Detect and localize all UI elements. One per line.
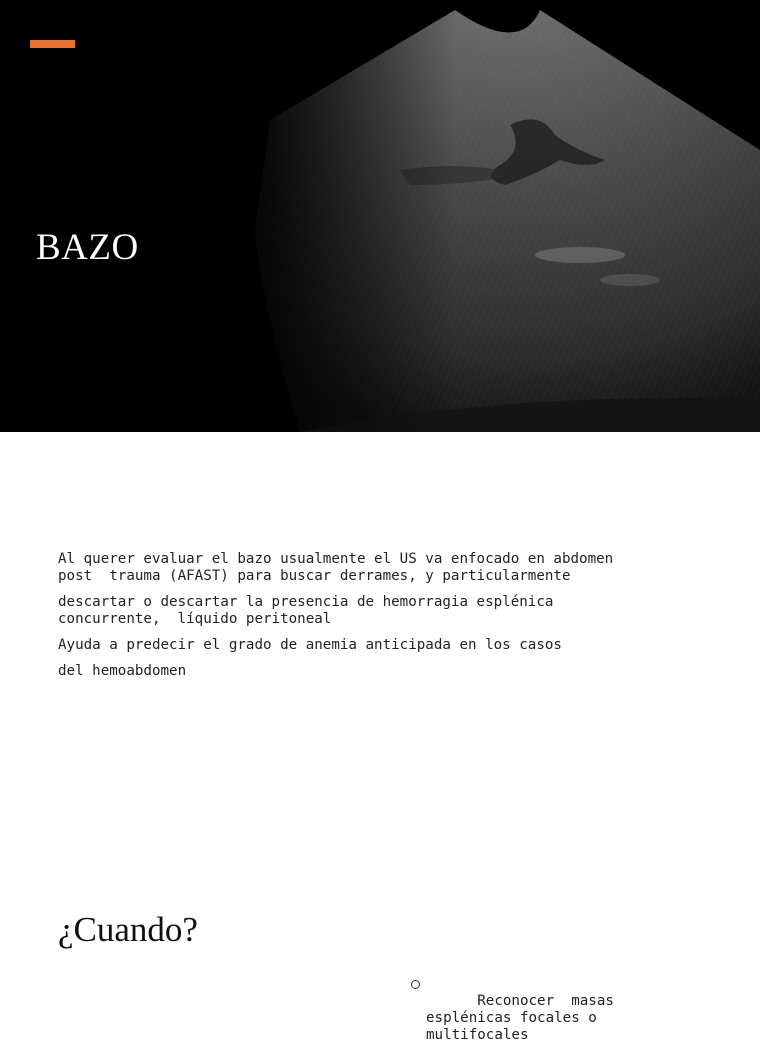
ultrasound-image xyxy=(0,0,760,432)
bullet-text: Reconocer masas esplénicas focales o multifocales xyxy=(426,993,614,1043)
bullet-list xyxy=(410,976,670,1061)
paragraph: Al querer evaluar el bazo usualmente el US va enfocado en abdomen post trauma (AFAST) para buscar derrames, y particularmente xyxy=(58,551,614,584)
slide-title: BAZO xyxy=(36,227,139,268)
paragraph: Ayuda a predecir el grado de anemia anticipada en los casos xyxy=(58,637,562,653)
accent-bar xyxy=(30,40,75,48)
circle-bullet-icon xyxy=(411,980,420,989)
body-text xyxy=(58,551,698,689)
slide-title: ¿Cuando? xyxy=(58,910,198,949)
list-item xyxy=(410,976,670,1061)
paragraph: del hemoabdomen xyxy=(58,663,187,679)
when-slide xyxy=(0,890,768,1043)
title-slide xyxy=(0,0,760,432)
content-slide xyxy=(0,432,768,872)
paragraph: descartar o descartar la presencia de hemorragia esplénica concurrente, líquido peritoneal xyxy=(58,594,554,627)
